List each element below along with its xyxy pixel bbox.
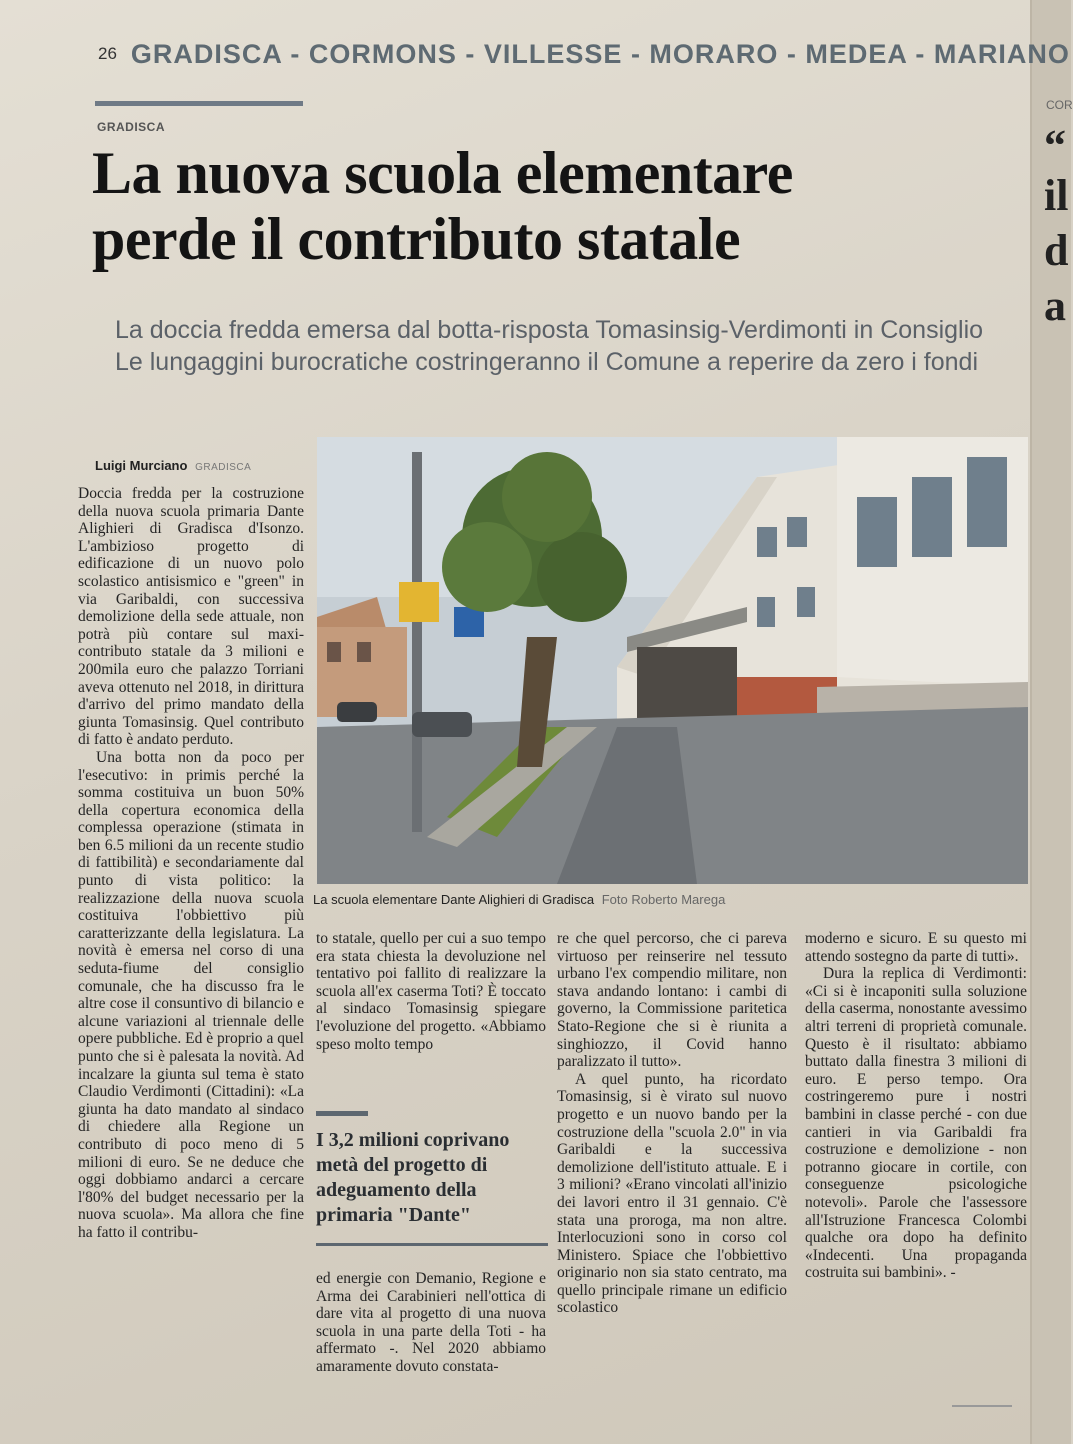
adjacent-glyph: d bbox=[1044, 226, 1069, 275]
article-headline bbox=[92, 140, 1027, 272]
article-paragraph: moderno e sicuro. E su questo mi attendo sostegno da parte di tutti». bbox=[805, 930, 1027, 965]
pullquote-rule bbox=[316, 1111, 368, 1116]
article-paragraph: Una botta non da poco per l'esecutivo: in primis perché la somma costituiva un buon 50% della copertura economica della complessa operazione (stimata in ben 6.5 milioni da un recente studio di fattibilità) e secondariamente dal punto di vista politico: la realizzazione della nuova scuola costituiva l'obbiettivo più caratterizzante della legislatura. La novità è emersa nel corso di una seduta-fiume del consiglio comunale, che ha discusso fra le altre cose il consuntivo di bilancio e alcune variazioni al triennale delle opere pubbliche. Ed è proprio a quel punto che si è palesata la novità. Ad incalzare la giunta sul tema è stato Claudio Verdimonti (Cittadini): «La giunta ha dato mandato al sindaco di chiedere alla Regione un contributo di poco meno di 5 milioni di euro. Se ne deduce che oggi dobbiamo andarci a cercare l'80% del budget necessario per la nuova scuola». Ma allora che fine ha fatto il contribu- bbox=[78, 748, 304, 1241]
adjacent-glyph: il bbox=[1044, 171, 1069, 220]
photo-credit: Foto Roberto Marega bbox=[601, 892, 726, 907]
article-paragraph: A quel punto, ha ricordato Tomasinsig, si è virato sul nuovo progetto e un nuovo bando per la costruzione della "scuola 2.0" in via Garibaldi e la successiva demolizione dell'istituto attuale. E i 3 milioni? «Erano vincolati all'inizio dei lavori entro il 31 gennaio. C'è stata una proroga, ma non altre. Interlocuzioni sono in corso col Ministero. Spiace che l'obbiettivo originario non sia stato centrato, ma quello principale rimane un edificio scolastico bbox=[557, 1070, 787, 1317]
article-column-3 bbox=[557, 930, 787, 1317]
page-header bbox=[98, 34, 1070, 74]
pullquote: I 3,2 milioni coprivano metà del progetto di adeguamento della primaria "Dante" bbox=[316, 1129, 510, 1226]
headline-line: perde il contributo statale bbox=[92, 206, 741, 272]
article-subhead bbox=[115, 314, 1025, 378]
article-column-2-continued bbox=[316, 1270, 546, 1376]
article-paragraph: Doccia fredda per la costruzione della nuova scuola primaria Dante Alighieri di Gradisca d'Isonzo. L'ambizioso progetto di edificazione di un nuovo polo scolastico antisismico e "green" in via Garibaldi, con successiva demolizione della sede attuale, non potrà più contare sul maxi-contributo statale da 3 milioni e 200mila euro che palazzo Torriani aveva ottenuto nel 2018, in dirittura d'arrivo del primo mandato della giunta Tomasinsig. Quel contributo di fatto è andato perduto. bbox=[78, 485, 304, 749]
school-street-illustration bbox=[317, 437, 1028, 884]
byline-location: GRADISCA bbox=[195, 462, 252, 473]
adjacent-glyph: “ bbox=[1044, 121, 1066, 170]
article-kicker: GRADISCA bbox=[97, 120, 166, 134]
article-column-1 bbox=[78, 485, 304, 1242]
article-paragraph: ed energie con Demanio, Regione e Arma dei Carabinieri nell'ottica di dare vita al progetto di una nuova scuola in una parte della Toti - ha affermato -. Nel 2020 abbiamo amaramente dovuto constata- bbox=[316, 1270, 546, 1375]
caption-text: La scuola elementare Dante Alighieri di Gradisca bbox=[313, 892, 595, 907]
article-paragraph: re che quel percorso, che ci pareva virtuoso per reinserire nel tessuto urbano l'ex compendio militare, non stava andando lontano: i cambi di governo, la Commissione paritetica Stato-Regione che si è riunita a singhiozzo, il Covid hanno paralizzato il tutto». bbox=[557, 930, 787, 1071]
author-name: Luigi Murciano bbox=[95, 458, 188, 473]
article-paragraph: to statale, quello per cui a suo tempo era stata chiesta la devoluzione nel tentativo poi fallito di realizzare la scuola all'ex caserma Toti? È toccato al sindaco Tomasinsig spiegare l'evoluzione del progetto. «Abbiamo speso molto tempo bbox=[316, 930, 546, 1053]
subhead-line: Le lungaggini burocratiche costringeranno il Comune a reperire da zero i fondi bbox=[115, 348, 979, 376]
article-column-4 bbox=[805, 930, 1027, 1282]
article-paragraph: Dura la replica di Verdimonti: «Ci si è incaponiti sulla soluzione della caserma, nonostante avessimo altri terreni di proprietà comunale. Questo è il risultato: abbiamo buttato dalla finestra 3 milioni di euro. E perso tempo. Ora costringeremo pure i nostri bambini in classe perché - con due cantieri in via Garibaldi fra costruzione e demolizione - non potranno giocare in cortile, con conseguenze psicologiche notevoli». Parole che l'assessore all'Istruzione Francesca Colombi qualche ora dopo ha definito «Indecenti. Una propaganda costruita sui bambini». - bbox=[805, 965, 1027, 1282]
pullquote-bottom-rule bbox=[316, 1243, 548, 1246]
page-number: 26 bbox=[98, 44, 117, 63]
header-rule bbox=[95, 101, 303, 106]
photo-caption bbox=[313, 892, 725, 907]
article-end-mark bbox=[952, 1405, 1012, 1407]
adjacent-header-fragment: COR bbox=[1046, 98, 1073, 112]
byline bbox=[95, 458, 251, 473]
section-title: GRADISCA - CORMONS - VILLESSE - MORARO - MEDEA - MARIANO bbox=[130, 38, 1070, 69]
subhead-line: La doccia fredda emersa dal botta-risposta Tomasinsig-Verdimonti in Consiglio bbox=[115, 316, 984, 344]
adjacent-glyph: a bbox=[1044, 281, 1066, 330]
adjacent-page-edge bbox=[1030, 0, 1071, 1444]
school-photo bbox=[317, 437, 1028, 884]
article-column-2 bbox=[316, 930, 546, 1053]
headline-line: La nuova scuola elementare bbox=[92, 140, 793, 206]
